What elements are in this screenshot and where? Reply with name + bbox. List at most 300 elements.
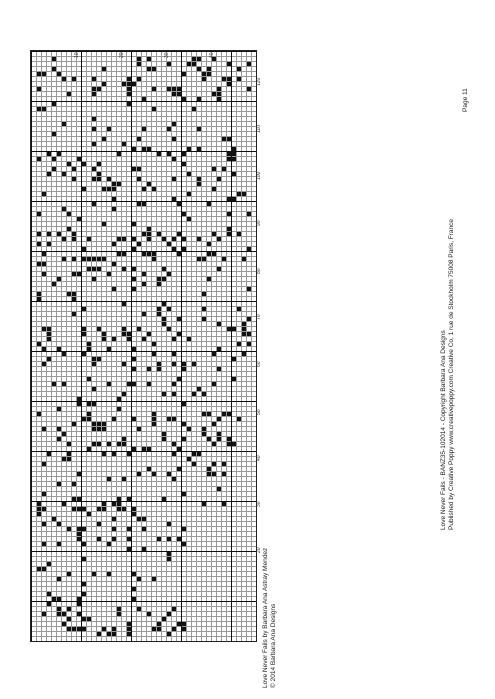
- stitch-cell: [87, 412, 91, 416]
- stitch-cell: [157, 362, 161, 366]
- stitch-cell: [127, 627, 131, 631]
- stitch-cell: [72, 232, 76, 236]
- column-tick-120: 120: [256, 77, 262, 86]
- stitch-cell: [122, 252, 126, 256]
- stitch-cell: [242, 352, 246, 356]
- stitch-cell: [112, 502, 116, 506]
- stitch-cell: [107, 382, 111, 386]
- stitch-cell: [152, 627, 156, 631]
- stitch-cell: [222, 462, 226, 466]
- stitch-cell: [37, 502, 41, 506]
- stitch-cell: [227, 437, 231, 441]
- stitch-cell: [62, 382, 66, 386]
- stitch-cell: [117, 612, 121, 616]
- stitch-cell: [152, 577, 156, 581]
- stitch-cell: [212, 442, 216, 446]
- stitch-cell: [147, 147, 151, 151]
- pattern-credit: [262, 548, 278, 688]
- stitch-cell: [77, 402, 81, 406]
- stitch-cell: [162, 617, 166, 621]
- stitch-cell: [187, 192, 191, 196]
- stitch-cell: [242, 322, 246, 326]
- stitch-cell: [182, 247, 186, 251]
- stitch-cell: [62, 207, 66, 211]
- stitch-cell: [87, 342, 91, 346]
- stitch-cell: [62, 622, 66, 626]
- stitch-cell: [72, 272, 76, 276]
- stitch-cell: [112, 262, 116, 266]
- stitch-cell: [167, 272, 171, 276]
- stitch-cell: [172, 177, 176, 181]
- stitch-cell: [192, 57, 196, 61]
- stitch-cell: [147, 382, 151, 386]
- stitch-cell: [92, 87, 96, 91]
- stitch-cell: [137, 427, 141, 431]
- stitch-cell: [182, 527, 186, 531]
- stitch-cell: [67, 162, 71, 166]
- stitch-cell: [152, 187, 156, 191]
- stitch-cell: [147, 67, 151, 71]
- stitch-cell: [132, 572, 136, 576]
- stitch-cell: [167, 127, 171, 131]
- stitch-cell: [182, 542, 186, 546]
- stitch-cell: [207, 67, 211, 71]
- stitch-cell: [112, 242, 116, 246]
- stitch-cell: [42, 252, 46, 256]
- stitch-cell: [172, 197, 176, 201]
- stitch-cell: [47, 232, 51, 236]
- stitch-cell: [152, 417, 156, 421]
- stitch-cell: [57, 407, 61, 411]
- column-tick-90: 90: [256, 220, 262, 226]
- stitch-cell: [202, 292, 206, 296]
- stitch-cell: [142, 517, 146, 521]
- stitch-cell: [202, 392, 206, 396]
- stitch-cell: [142, 202, 146, 206]
- stitch-cell: [232, 377, 236, 381]
- stitch-cell: [42, 542, 46, 546]
- stitch-cell: [92, 362, 96, 366]
- stitch-cell: [132, 447, 136, 451]
- stitch-cell: [137, 607, 141, 611]
- stitch-cell: [172, 607, 176, 611]
- stitch-cell: [132, 287, 136, 291]
- stitch-cell: [177, 87, 181, 91]
- stitch-cell: [97, 177, 101, 181]
- stitch-cell: [127, 92, 131, 96]
- stitch-cell: [47, 152, 51, 156]
- stitch-cell: [107, 632, 111, 636]
- stitch-cell: [92, 202, 96, 206]
- stitch-cell: [207, 472, 211, 476]
- stitch-cell: [122, 362, 126, 366]
- stitch-cell: [192, 392, 196, 396]
- stitch-cell: [52, 382, 56, 386]
- stitch-cell: [87, 512, 91, 516]
- stitch-cell: [222, 257, 226, 261]
- stitch-cell: [57, 437, 61, 441]
- stitch-cell: [217, 322, 221, 326]
- stitch-cell: [112, 207, 116, 211]
- stitch-cell: [132, 82, 136, 86]
- stitch-cell: [62, 457, 66, 461]
- stitch-cell: [82, 257, 86, 261]
- stitch-cell: [87, 267, 91, 271]
- stitch-cell: [167, 327, 171, 331]
- stitch-cell: [157, 627, 161, 631]
- stitch-cell: [232, 327, 236, 331]
- stitch-cell: [197, 452, 201, 456]
- stitch-cell: [72, 482, 76, 486]
- stitch-cell: [127, 87, 131, 91]
- stitch-cell: [77, 217, 81, 221]
- stitch-cell: [97, 632, 101, 636]
- stitch-cell: [192, 462, 196, 466]
- stitch-cell: [102, 427, 106, 431]
- stitch-cell: [122, 392, 126, 396]
- stitch-cell: [137, 577, 141, 581]
- stitch-cell: [57, 522, 61, 526]
- stitch-cell: [52, 57, 56, 61]
- stitch-cell: [177, 332, 181, 336]
- stitch-cell: [167, 552, 171, 556]
- stitch-cell: [82, 617, 86, 621]
- stitch-cell: [117, 507, 121, 511]
- stitch-cell: [142, 527, 146, 531]
- stitch-cell: [102, 222, 106, 226]
- stitch-cell: [92, 77, 96, 81]
- column-tick-80: 80: [256, 268, 262, 274]
- stitch-cell: [87, 417, 91, 421]
- publisher-line-2: Published by Creative Poppy www.creativepoppy.com Creative Co, 1 rue de Stockholm 75008 Paris, France: [448, 219, 455, 530]
- stitch-cell: [147, 57, 151, 61]
- stitch-cell: [112, 417, 116, 421]
- stitch-cell: [37, 107, 41, 111]
- stitch-cell: [157, 152, 161, 156]
- stitch-cell: [177, 317, 181, 321]
- stitch-cell: [112, 517, 116, 521]
- stitch-cell: [107, 442, 111, 446]
- stitch-cell: [57, 597, 61, 601]
- stitch-cell: [197, 257, 201, 261]
- stitch-cell: [227, 212, 231, 216]
- stitch-cell: [247, 287, 251, 291]
- stitch-cell: [197, 67, 201, 71]
- stitch-cell: [107, 177, 111, 181]
- stitch-cell: [82, 527, 86, 531]
- row-tick-10: 10: [74, 52, 80, 58]
- stitch-cell: [137, 57, 141, 61]
- stitch-cell: [102, 452, 106, 456]
- stitch-cell: [92, 442, 96, 446]
- stitch-cell: [152, 67, 156, 71]
- stitch-cell: [192, 452, 196, 456]
- stitch-cell: [42, 72, 46, 76]
- stitch-cell: [232, 172, 236, 176]
- stitch-cell: [52, 67, 56, 71]
- stitch-cell: [202, 412, 206, 416]
- stitch-cell: [77, 612, 81, 616]
- stitch-cell: [147, 252, 151, 256]
- stitch-cell: [152, 257, 156, 261]
- stitch-cell: [167, 307, 171, 311]
- stitch-cell: [82, 162, 86, 166]
- stitch-cell: [82, 352, 86, 356]
- stitch-cell: [82, 247, 86, 251]
- stitch-cell: [87, 237, 91, 241]
- stitch-cell: [147, 182, 151, 186]
- stitch-cell: [112, 537, 116, 541]
- stitch-cell: [57, 612, 61, 616]
- stitch-cell: [217, 437, 221, 441]
- stitch-cell: [157, 277, 161, 281]
- stitch-cell: [207, 412, 211, 416]
- stitch-cell: [97, 357, 101, 361]
- stitch-cell: [232, 357, 236, 361]
- stitch-cell: [82, 417, 86, 421]
- stitch-cell: [117, 442, 121, 446]
- stitch-cell: [217, 367, 221, 371]
- major-grid-row-line: [31, 551, 256, 552]
- stitch-cell: [47, 357, 51, 361]
- stitch-cell: [42, 272, 46, 276]
- stitch-cell: [132, 357, 136, 361]
- stitch-cell: [57, 482, 61, 486]
- stitch-cell: [97, 267, 101, 271]
- stitch-cell: [167, 417, 171, 421]
- stitch-cell: [37, 87, 41, 91]
- stitch-cell: [187, 217, 191, 221]
- stitch-cell: [67, 212, 71, 216]
- stitch-cell: [197, 57, 201, 61]
- stitch-cell: [182, 212, 186, 216]
- stitch-cell: [132, 247, 136, 251]
- stitch-cell: [62, 432, 66, 436]
- stitch-cell: [227, 82, 231, 86]
- stitch-cell: [97, 87, 101, 91]
- stitch-cell: [147, 612, 151, 616]
- stitch-cell: [42, 522, 46, 526]
- stitch-cell: [137, 242, 141, 246]
- stitch-cell: [107, 187, 111, 191]
- row-tick-40: 40: [209, 52, 215, 58]
- stitch-cell: [172, 362, 176, 366]
- stitch-cell: [112, 337, 116, 341]
- stitch-cell: [52, 167, 56, 171]
- stitch-cell: [117, 152, 121, 156]
- stitch-cell: [182, 237, 186, 241]
- stitch-cell: [127, 382, 131, 386]
- stitch-cell: [77, 497, 81, 501]
- stitch-cell: [177, 377, 181, 381]
- stitch-cell: [212, 352, 216, 356]
- stitch-cell: [47, 327, 51, 331]
- stitch-cell: [227, 232, 231, 236]
- stitch-cell: [127, 622, 131, 626]
- stitch-cell: [142, 312, 146, 316]
- stitch-cell: [77, 397, 81, 401]
- stitch-cell: [172, 157, 176, 161]
- stitch-cell: [67, 92, 71, 96]
- stitch-cell: [67, 227, 71, 231]
- stitch-cell: [102, 502, 106, 506]
- stitch-cell: [197, 237, 201, 241]
- stitch-cell: [72, 312, 76, 316]
- stitch-cell: [82, 327, 86, 331]
- stitch-cell: [67, 442, 71, 446]
- stitch-cell: [182, 627, 186, 631]
- stitch-cell: [202, 427, 206, 431]
- stitch-cell: [132, 417, 136, 421]
- stitch-cell: [227, 412, 231, 416]
- stitch-cell: [132, 222, 136, 226]
- stitch-cell: [232, 152, 236, 156]
- stitch-cell: [197, 127, 201, 131]
- stitch-cell: [37, 212, 41, 216]
- stitch-cell: [132, 147, 136, 151]
- stitch-cell: [162, 497, 166, 501]
- stitch-cell: [57, 607, 61, 611]
- stitch-cell: [157, 367, 161, 371]
- publisher-line-1: Love Never Fails - BANZ35-102014 - Copyright Barbara Ana Designs: [440, 330, 447, 530]
- stitch-cell: [62, 172, 66, 176]
- major-grid-row-line: [31, 601, 256, 602]
- stitch-cell: [127, 547, 131, 551]
- stitch-cell: [122, 142, 126, 146]
- stitch-cell: [152, 412, 156, 416]
- stitch-cell: [47, 332, 51, 336]
- stitch-cell: [67, 617, 71, 621]
- stitch-cell: [142, 127, 146, 131]
- stitch-cell: [47, 337, 51, 341]
- stitch-cell: [182, 362, 186, 366]
- stitch-cell: [37, 262, 41, 266]
- stitch-cell: [72, 237, 76, 241]
- stitch-cell: [202, 257, 206, 261]
- stitch-cell: [57, 427, 61, 431]
- stitch-cell: [182, 422, 186, 426]
- stitch-cell: [122, 332, 126, 336]
- stitch-cell: [62, 77, 66, 81]
- stitch-cell: [152, 87, 156, 91]
- stitch-cell: [157, 307, 161, 311]
- stitch-cell: [67, 527, 71, 531]
- major-grid-column-line: [81, 51, 82, 641]
- stitch-cell: [172, 442, 176, 446]
- stitch-cell: [82, 307, 86, 311]
- stitch-cell: [67, 457, 71, 461]
- major-grid-column-line: [31, 51, 32, 641]
- stitch-cell: [72, 177, 76, 181]
- stitch-cell: [122, 437, 126, 441]
- stitch-cell: [227, 152, 231, 156]
- stitch-cell: [47, 562, 51, 566]
- stitch-cell: [122, 237, 126, 241]
- stitch-cell: [152, 422, 156, 426]
- stitch-cell: [177, 252, 181, 256]
- column-tick-70: 70: [256, 314, 262, 320]
- stitch-cell: [97, 522, 101, 526]
- stitch-cell: [132, 167, 136, 171]
- stitch-cell: [87, 377, 91, 381]
- stitch-cell: [92, 257, 96, 261]
- stitch-cell: [132, 237, 136, 241]
- stitch-cell: [172, 392, 176, 396]
- stitch-cell: [187, 147, 191, 151]
- stitch-cell: [87, 402, 91, 406]
- stitch-cell: [92, 277, 96, 281]
- stitch-cell: [122, 82, 126, 86]
- stitch-cell: [52, 517, 56, 521]
- stitch-cell: [52, 102, 56, 106]
- stitch-cell: [107, 347, 111, 351]
- stitch-cell: [237, 77, 241, 81]
- major-grid-column-line: [131, 51, 132, 641]
- stitch-cell: [227, 77, 231, 81]
- stitch-cell: [47, 602, 51, 606]
- stitch-cell: [152, 472, 156, 476]
- stitch-cell: [222, 502, 226, 506]
- stitch-cell: [157, 232, 161, 236]
- stitch-cell: [127, 452, 131, 456]
- stitch-cell: [212, 92, 216, 96]
- stitch-cell: [217, 417, 221, 421]
- column-tick-110: 110: [256, 125, 262, 133]
- stitch-cell: [82, 627, 86, 631]
- stitch-cell: [132, 382, 136, 386]
- stitch-cell: [72, 167, 76, 171]
- stitch-cell: [72, 77, 76, 81]
- stitch-cell: [197, 97, 201, 101]
- stitch-cell: [172, 627, 176, 631]
- stitch-cell: [117, 237, 121, 241]
- stitch-cell: [127, 632, 131, 636]
- stitch-cell: [142, 97, 146, 101]
- stitch-cell: [77, 537, 81, 541]
- stitch-cell: [202, 307, 206, 311]
- stitch-cell: [177, 92, 181, 96]
- stitch-cell: [52, 597, 56, 601]
- stitch-cell: [197, 387, 201, 391]
- stitch-cell: [222, 77, 226, 81]
- stitch-cell: [37, 342, 41, 346]
- stitch-cell: [72, 292, 76, 296]
- major-grid-row-line: [31, 151, 256, 152]
- stitch-cell: [37, 297, 41, 301]
- stitch-cell: [242, 332, 246, 336]
- stitch-cell: [177, 447, 181, 451]
- stitch-cell: [162, 432, 166, 436]
- stitch-cell: [182, 152, 186, 156]
- stitch-cell: [152, 252, 156, 256]
- stitch-cell: [72, 257, 76, 261]
- stitch-cell: [57, 542, 61, 546]
- stitch-cell: [127, 82, 131, 86]
- stitch-cell: [92, 402, 96, 406]
- stitch-cell: [157, 282, 161, 286]
- stitch-cell: [112, 627, 116, 631]
- major-grid-row-line: [31, 51, 256, 52]
- stitch-cell: [247, 317, 251, 321]
- stitch-cell: [172, 122, 176, 126]
- stitch-cell: [242, 327, 246, 331]
- stitch-cell: [102, 67, 106, 71]
- stitch-cell: [112, 527, 116, 531]
- stitch-cell: [162, 317, 166, 321]
- stitch-cell: [202, 432, 206, 436]
- stitch-cell: [127, 77, 131, 81]
- stitch-cell: [227, 197, 231, 201]
